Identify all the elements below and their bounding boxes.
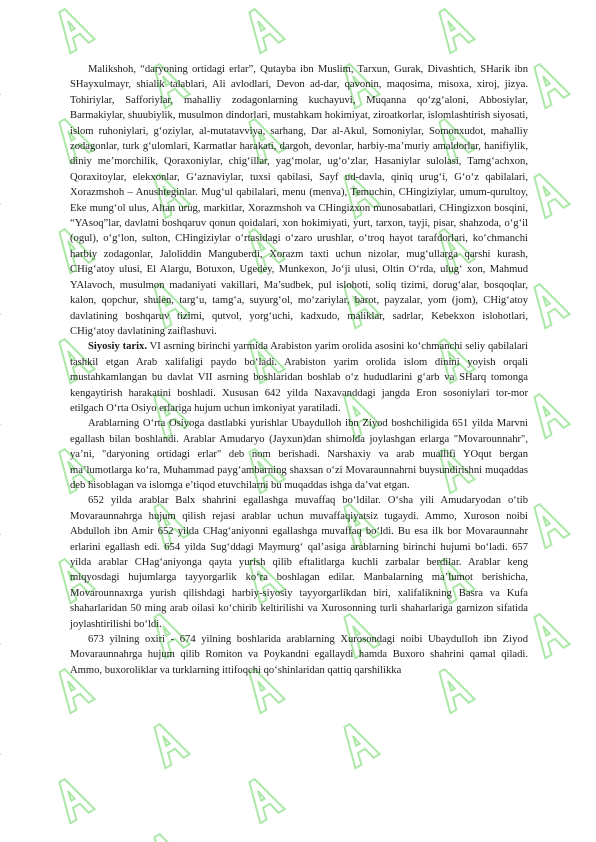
- watermark-letter-mark: [521, 495, 573, 552]
- watermark-letter-mark: [236, 0, 288, 56]
- paragraph-bukhara-siege: [70, 632, 528, 678]
- paragraph-text: Arablarning O‘rta Osiyoga dastlabki yurishlar Ubaydulloh ibn Ziyod boshchiligida 651 yilda Marvni egallash bilan boshlandi. Arablar Amudaryo (Jayxun)dan shimolda joylashgan erlarga "Movarounnahr", ya’ni, "daryoning ortidagi erlar" deb nom berishadi. Narshaxiy va arab muallifi YOqut bergan ma’lumotlarga ko‘ra, Muhammad payg‘ambarning shaxsan o‘zi Movaraunnahrni buysundirishni muqaddas deb hisoblagan va islomga e’tiqod etuvchilarni bu muqaddas ishga da’vat etgan.: [70, 418, 528, 491]
- paragraph-political-history: [70, 339, 528, 416]
- paragraph-text: 652 yilda arablar Balx shahrini egallashga muvaffaq bo‘ldilar. O‘sha yili Amudaryodan o‘tib Movaraunnahrga hujum qilish rejasi arablar uchun muvaffaqiyatsiz tugaydi. Ammo, Xuroson noibi Abdulloh ibn Amir 652 yilda CHag‘aniyonni egallashga muvaffaq bo‘ldi. Bu esa ilk bor Movaraunnahr erlarini egallash edi. 654 yilda Sug‘ddagi Maymurg‘ qal’asiga arablarning birinchi hujumi bo‘ladi. 657 yilda arablar CHag‘aniyonga qayta yurish qilib eftalitlarga kuchli zarbalar berdilar. Arablar keng miqyosdagi hujumlarga tayyorgarlik ko‘ra boshlagan edilar. Manbalarning ma’lumot berishicha, Movarounnaxrga yurish qilishdagi harbiy-siyosiy tayyorgarlikdan biri, xalifalikning Basra va Kufa shaharlaridan 50 ming arab oilasi ko‘chirib keltirilishi va Xurosonning turli shaharlariga garnizon sifatida joylashtirilishi bo‘ldi.: [70, 495, 528, 630]
- watermark-letter-mark: [236, 770, 288, 827]
- document-page: [70, 62, 528, 678]
- watermark-letter-mark: [426, 0, 478, 56]
- paragraph-balkh-conquest: [70, 493, 528, 632]
- paragraph-text: VI asrning birinchi yarmida Arabiston yarim orolida asosini ko‘chmanchi seliy qabilalari tashkil etgan Arab xalifaligi paydo bo‘ladi. Arabiston yarim orolida islom dinini yoyish orqali mustahkamlangan bu davlat VII asrning boshlaridan boshlab o‘z hududlarini g‘arb va SHarq tomonga kengaytirish harakatini boshladi. Xususan 642 yilda Naxavanddagi jangda Eron sosoniylari tor-mor etilgach O‘rta Osiyo erlariga hujum uchun imkoniyat yaratiladi.: [70, 341, 528, 414]
- paragraph-keywords: [70, 62, 528, 339]
- watermark-letter-mark: [521, 605, 573, 662]
- watermark-letter-mark: [0, 55, 3, 112]
- watermark-letter-mark: [141, 825, 193, 842]
- watermark-letter-mark: [521, 385, 573, 442]
- watermark-letter-mark: [0, 495, 3, 552]
- watermark-letter-mark: [521, 55, 573, 112]
- watermark-letter-mark: [141, 715, 193, 772]
- watermark-letter-mark: [0, 385, 3, 442]
- watermark-letter-mark: [46, 0, 98, 56]
- watermark-letter-mark: [521, 165, 573, 222]
- watermark-letter-mark: [0, 165, 3, 222]
- paragraph-text: 673 yilning oxiri - 674 yilning boshlarida arablarning Xurosondagi noibi Ubaydulloh ibn Ziyod Movaraunnahrga hujum qilib Romiton va Poykandni egallaydi hamda Buxoro shahrini qamal qiladi. Ammo, buxoroliklar va turklarning ittifoqchi qo‘shinlaridan qattiq qarshilikka: [70, 634, 528, 676]
- watermark-letter-mark: [0, 275, 3, 332]
- paragraph-text: Malikshoh, “daryoning ortidagi erlar”, Qutayba ibn Muslim, Tarxun, Gurak, Divashtich, SHarik ibn SHayxulmayr, shialik talablari, Ali avlodlari, Devon ad-dar, qavonin, maqosima, misoxa, xiroj, jizya. Tohiriylar, Safforiylar, mahalliy zodagonlarning kuchayuvi, Muqanna qo‘zg‘aloni, Abbosiylar, Barmakiylar, shuubiylik, musulmon dindorlari, mustahkam hokimiyat, ziroatkorlar, islomlashtirish siyosati, islom ruhoniylari, g‘oziylar, al-mutatavviya, sarhang, Dar al-Akul, Somoniylar, Somonxudot, mahalliy zodagonlar, turk g‘ulomlari, Karmatlar harakati, dargoh, devonlar, harbiy-ma’muriy amaldorlar, hanifiylik, diniy me’morchilik, Qoraxoniylar, chig‘illar, yag‘molar, ug‘o‘zlar, Hasaniylar sulolasi, Tamg‘achxon, Qoraxitoylar, elekxonlar, G‘aznaviylar, tuxsi qabilasi, Sayf ud-davla, qiniq urug‘i, G‘o‘z qabilalari, Xorazmshoh – Anushteginlar. Mug‘ul qabilalari, menu (menva), Temuchin, CHingiziylar, umum-qurultoy, Eke mung‘ol ulus, Altan urug, markitlar, Xorazmshoh va CHingizxon munosabatlari, CHingizxon bosqini, “YAsoq”lar, davlatni boshqaruv qonun qoidalari, xon hokimiyati, yurt, tarxon, tayji, pisar, shahzoda, o‘g‘il (ogul), o‘g‘lon, sulton, CHingiziylar o‘rtasidagi o‘zaro urushlar, o‘troq hayot tarafdorlari, ko‘chmanchi harbiy zodagonlar, Jaloliddin Manguberdi, Xorazm taxti uchun nizolar, mug‘ullarga qarshi kurash, CHig‘atoy ulusi, El Alargu, Botuxon, Ugedey, Munkexon, Jo‘ji ulusi, Oltin O‘rda, ulug‘ xon, Mahmud YAlavoch, musulmon madaniyati vakillari, Ma’sudbek, pul islohoti, soliq tizimi, dorug‘alar, bosqoqlar, kalon, qopchur, shulen, targ‘u, tamg‘a, suyurg‘ol, mo‘zariylar, barot, payzalar, yom (jom), CHig‘atoy davlatining boshqaruv tizimi, qutvol, yorg‘uchi, kadxudo, maliklar, sadrlar, Kebekxon islohotlari, CHig‘atoy davlatining zaiflashuvi.: [70, 64, 528, 337]
- watermark-letter-mark: [331, 715, 383, 772]
- paragraph-arab-campaigns: [70, 416, 528, 493]
- watermark-letter-mark: [0, 605, 3, 662]
- paragraph-bold-lead: Siyosiy tarix.: [88, 341, 147, 353]
- watermark-letter-mark: [46, 770, 98, 827]
- watermark-letter-mark: [521, 275, 573, 332]
- watermark-letter-mark: [0, 715, 3, 772]
- watermark-letter-mark: [0, 825, 3, 842]
